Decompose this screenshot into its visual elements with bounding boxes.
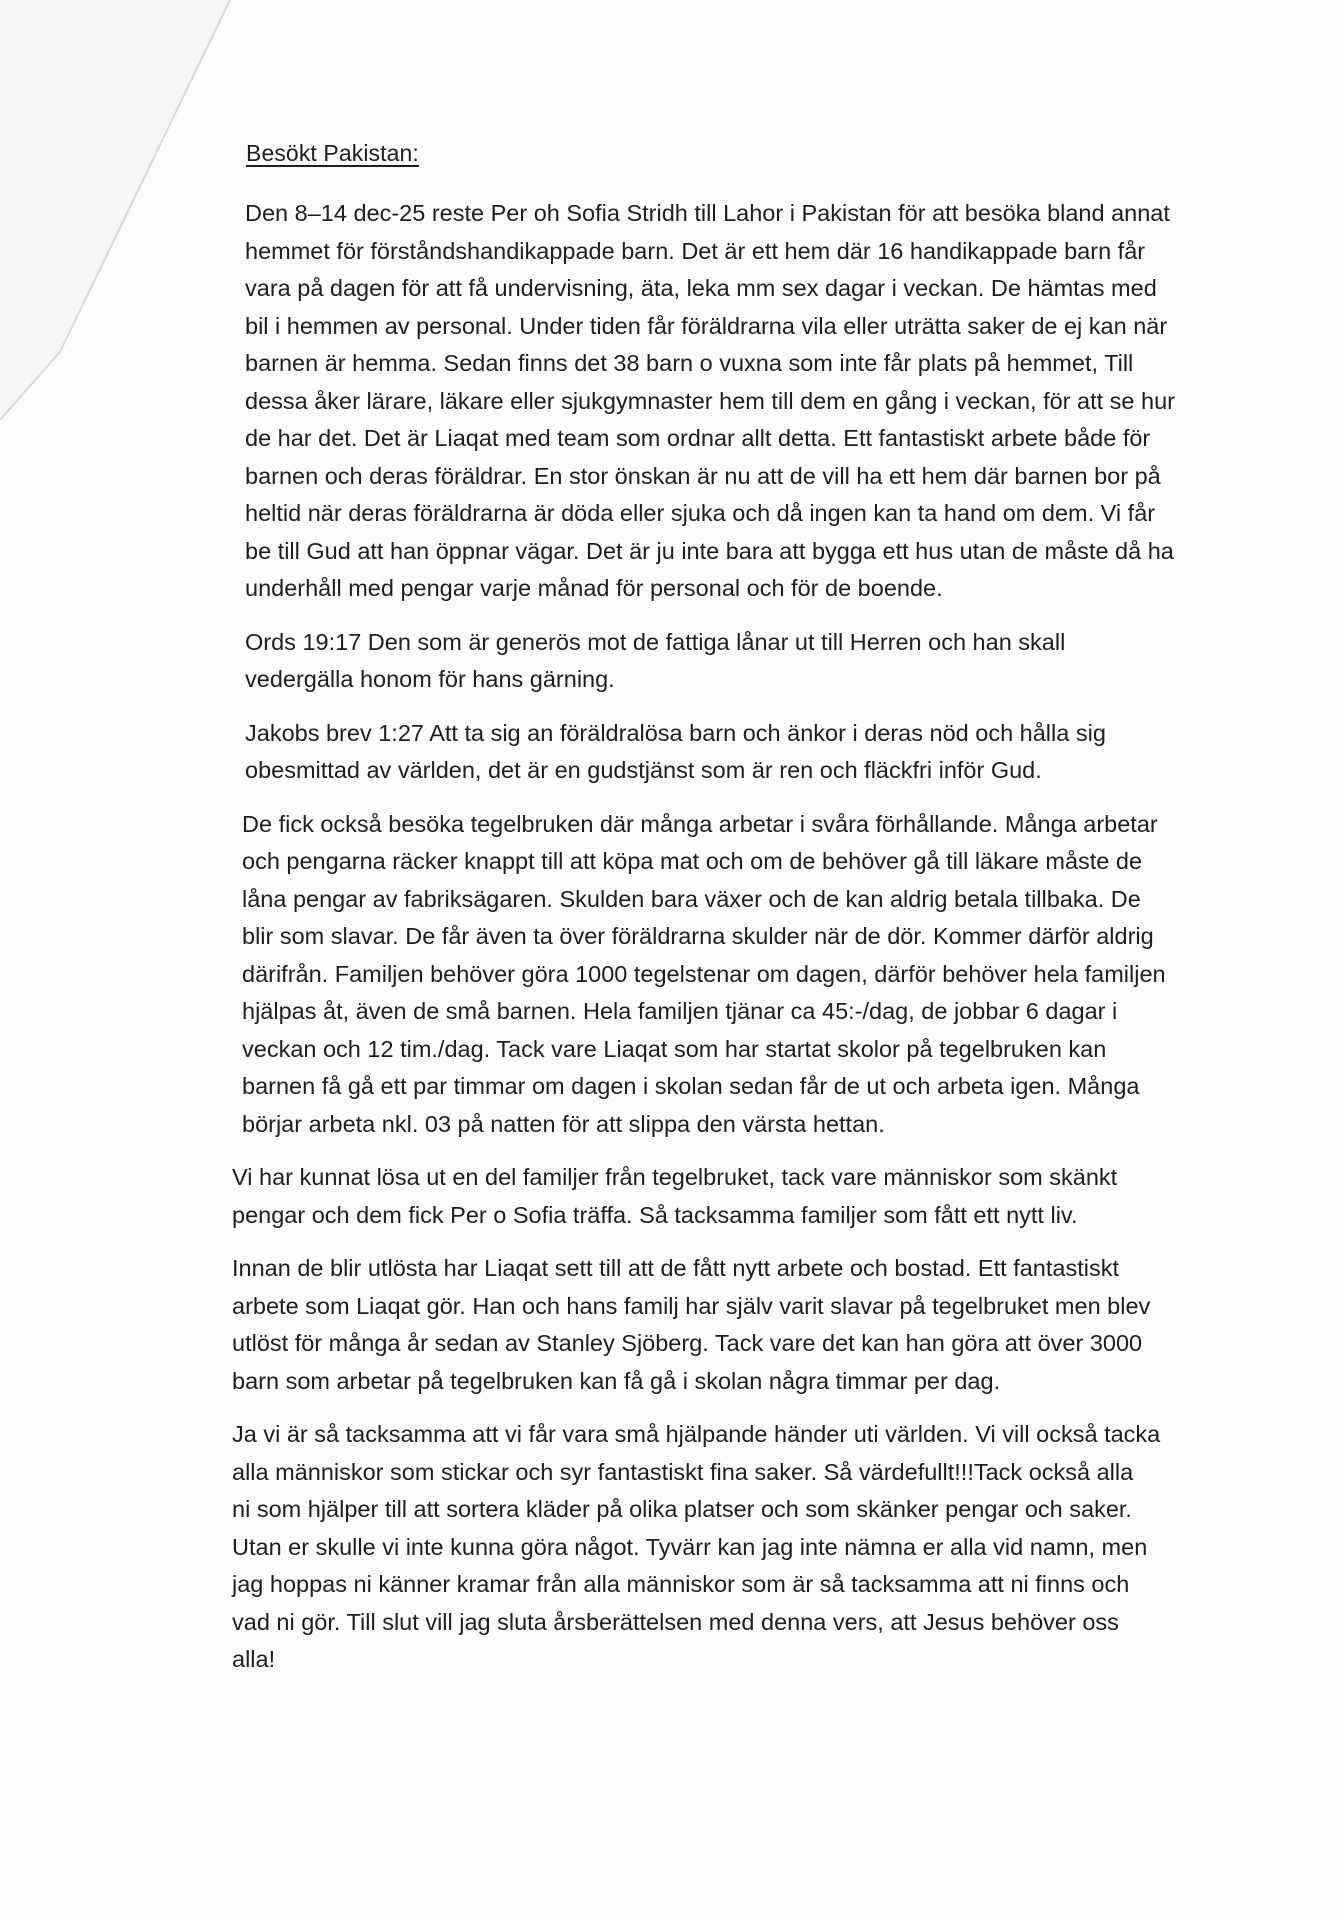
text-line: pengar och dem fick Per o Sofia träffa. Så tacksamma familjer som fått ett nytt liv. <box>232 1201 1078 1228</box>
text-line: Ords 19:17 Den som är generös mot de fattiga lånar ut till Herren och han skall <box>245 628 1066 655</box>
text-line: barnen och deras föräldrar. En stor önskan är nu att de vill ha ett hem där barnen bor på <box>245 462 1161 489</box>
text-line: Jakobs brev 1:27 Att ta sig an föräldralösa barn och änkor i deras nöd och hålla sig <box>245 719 1106 746</box>
text-line: Utan er skulle vi inte kunna göra något. Tyvärr kan jag inte nämna er alla vid namn, men <box>232 1533 1148 1560</box>
text-line: hjälpas åt, även de små barnen. Hela familjen tjänar ca 45:-/dag, de jobbar 6 dagar i <box>242 998 1118 1024</box>
paragraph-liaqat-work <box>232 1250 1312 1400</box>
text-line: låna pengar av fabriksägaren. Skulden bara växer och de kan aldrig betala tillbaka. De <box>242 885 1141 912</box>
paper-fold-edge <box>0 0 260 420</box>
text-line: arbete som Liaqat gör. Han och hans familj har själv varit slavar på tegelbruket men blev <box>232 1292 1151 1319</box>
text-line: bil i hemmen av personal. Under tiden får föräldrarna vila eller uträtta saker de ej kan när <box>245 312 1168 339</box>
text-line: obesmittad av världen, det är en gudstjänst som är ren och fläckfri inför Gud. <box>245 757 1042 783</box>
document-body <box>232 140 1312 1695</box>
text-line: alla människor som stickar och syr fantastiskt fina saker. Så värdefullt!!!Tack också alla <box>232 1458 1134 1485</box>
paragraph-thanks <box>232 1416 1312 1679</box>
text-line: blir som slavar. De får även ta över föräldrarna skulder när de dör. Kommer därför aldrig <box>242 923 1154 949</box>
text-line: De fick också besöka tegelbruken där många arbetar i svåra förhållande. Många arbetar <box>242 810 1158 837</box>
text-line: barnen är hemma. Sedan finns det 38 barn o vuxna som inte får plats på hemmet, Till <box>245 350 1134 376</box>
text-line: därifrån. Familjen behöver göra 1000 tegelstenar om dagen, därför behöver hela familjen <box>242 960 1166 987</box>
text-line: barn som arbetar på tegelbruken kan få gå i skolan några timmar per dag. <box>232 1367 1001 1394</box>
paragraph-visit-home <box>245 195 1312 608</box>
text-line: veckan och 12 tim./dag. Tack vare Liaqat som har startat skolor på tegelbruken kan <box>242 1035 1107 1062</box>
paragraph-brickworks <box>242 806 1312 1144</box>
text-line: vedergälla honom för hans gärning. <box>245 666 615 692</box>
text-line: Vi har kunnat lösa ut en del familjer från tegelbruket, tack vare människor som skänkt <box>232 1164 1118 1190</box>
text-line: dessa åker lärare, läkare eller sjukgymnaster hem till dem en gång i veckan, för att se hur <box>245 387 1175 414</box>
text-line: Ja vi är så tacksamma att vi får vara små hjälpande händer uti världen. Vi vill också tacka <box>232 1421 1161 1447</box>
text-line: börjar arbeta nkl. 03 på natten för att slippa den värsta hettan. <box>242 1110 885 1137</box>
text-line: jag hoppas ni känner kramar från alla människor som är så tacksamma att ni finns och <box>232 1571 1130 1597</box>
text-line: ni som hjälper till att sortera kläder på olika platser och som skänker pengar och saker. <box>232 1496 1132 1522</box>
text-line: hemmet för förståndshandikappade barn. Det är ett hem där 16 handikappade barn får <box>245 237 1146 264</box>
text-line: heltid när deras föräldrarna är döda eller sjuka och då ingen kan ta hand om dem. Vi får <box>245 500 1156 526</box>
document-title: Besökt Pakistan: <box>246 140 419 166</box>
paragraph-verse-james <box>245 715 1312 790</box>
text-line: alla! <box>232 1646 276 1672</box>
text-line: Den 8–14 dec-25 reste Per oh Sofia Stridh till Lahor i Pakistan för att besöka bland annat <box>245 200 1170 226</box>
text-line: barnen få gå ett par timmar om dagen i skolan sedan får de ut och arbeta igen. Många <box>242 1073 1140 1099</box>
text-line: vad ni gör. Till slut vill jag sluta årsberättelsen med denna vers, att Jesus behöver oss <box>232 1608 1119 1635</box>
paragraph-verse-proverbs <box>245 624 1312 699</box>
text-line: de har det. Det är Liaqat med team som ordnar allt detta. Ett fantastiskt arbete både för <box>245 425 1151 451</box>
text-line: Innan de blir utlösta har Liaqat sett till att de fått nytt arbete och bostad. Ett fantastiskt <box>232 1255 1119 1281</box>
paragraph-released-families <box>232 1159 1312 1234</box>
text-line: vara på dagen för att få undervisning, äta, leka mm sex dagar i veckan. De hämtas med <box>245 275 1157 301</box>
text-line: underhåll med pengar varje månad för personal och för de boende. <box>245 575 943 601</box>
text-line: och pengarna räcker knappt till att köpa mat och om de behöver gå till läkare måste de <box>242 848 1143 874</box>
text-line: be till Gud att han öppnar vägar. Det är ju inte bara att bygga ett hus utan de måste då ha <box>245 537 1174 564</box>
text-line: utlöst för många år sedan av Stanley Sjöberg. Tack vare det kan han göra att över 3000 <box>232 1330 1143 1356</box>
